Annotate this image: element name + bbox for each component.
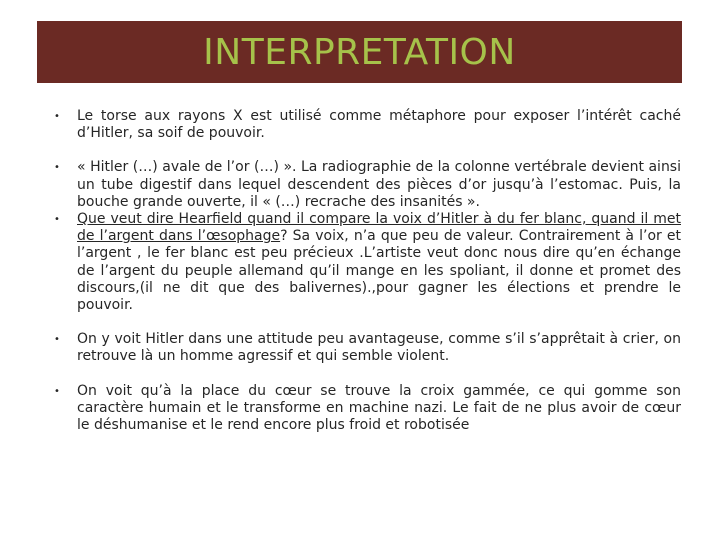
title-banner xyxy=(37,21,682,83)
bullet-text-2b: ? Sa voix, n’a que peu de valeur. Contrairement à l’or et l’argent , le fer blanc est peu précieux .L’artiste veut donc nous dire qu’en échange de l’argent du peuple allemand qu’il mange en les spoliant, il donne et promet des discours,(il ne dit que des balivernes).,pour gagner les élections et prendre le pouvoir. xyxy=(77,228,681,314)
bullet-text-2 xyxy=(77,159,681,314)
bullet-dot-icon: • xyxy=(54,111,60,122)
bullet-text-2a: « Hitler (…) avale de l’or (…) ». La radiographie de la colonne vertébrale devient ainsi un tube digestif dans lequel descendent des pièces d’or jusqu’à l’estomac. Puis, la bouche grande ouverte, il « (…) recrache des insanités ». xyxy=(77,159,681,210)
bullet-text-1: Le torse aux rayons X est utilisé comme métaphore pour exposer l’intérêt caché d’Hitler, sa soif de pouvoir. xyxy=(77,108,681,142)
bullet-text-3: On y voit Hitler dans une attitude peu avantageuse, comme s’il s’apprêtait à crier, on retrouve là un homme agressif et qui semble violent. xyxy=(77,331,681,365)
bullet-text-4: On voit qu’à la place du cœur se trouve la croix gammée, ce qui gomme son caractère humain et le transforme en machine nazi. Le fait de ne plus avoir de cœur le déshumanise et le rend encore plus froid et robotisée xyxy=(77,382,681,434)
bullet-item-3 xyxy=(38,331,681,365)
bullet-item-1 xyxy=(38,108,681,142)
bullet-dot-icon: • xyxy=(54,162,60,174)
bullet-list xyxy=(38,108,681,451)
bullet-item-2 xyxy=(38,159,681,314)
bullet-dot-icon: • xyxy=(54,214,60,226)
bullet-item-4 xyxy=(38,383,681,435)
bullet-dot-icon: • xyxy=(54,385,60,397)
bullet-dot-icon: • xyxy=(54,334,60,346)
slide-title: INTERPRETATION xyxy=(203,31,516,73)
bullet-text-2-underlined: Que veut dire Hearfield quand il compare la voix d’Hitler à du fer blanc, quand il met de l’argent dans l’œsophage xyxy=(77,211,681,245)
